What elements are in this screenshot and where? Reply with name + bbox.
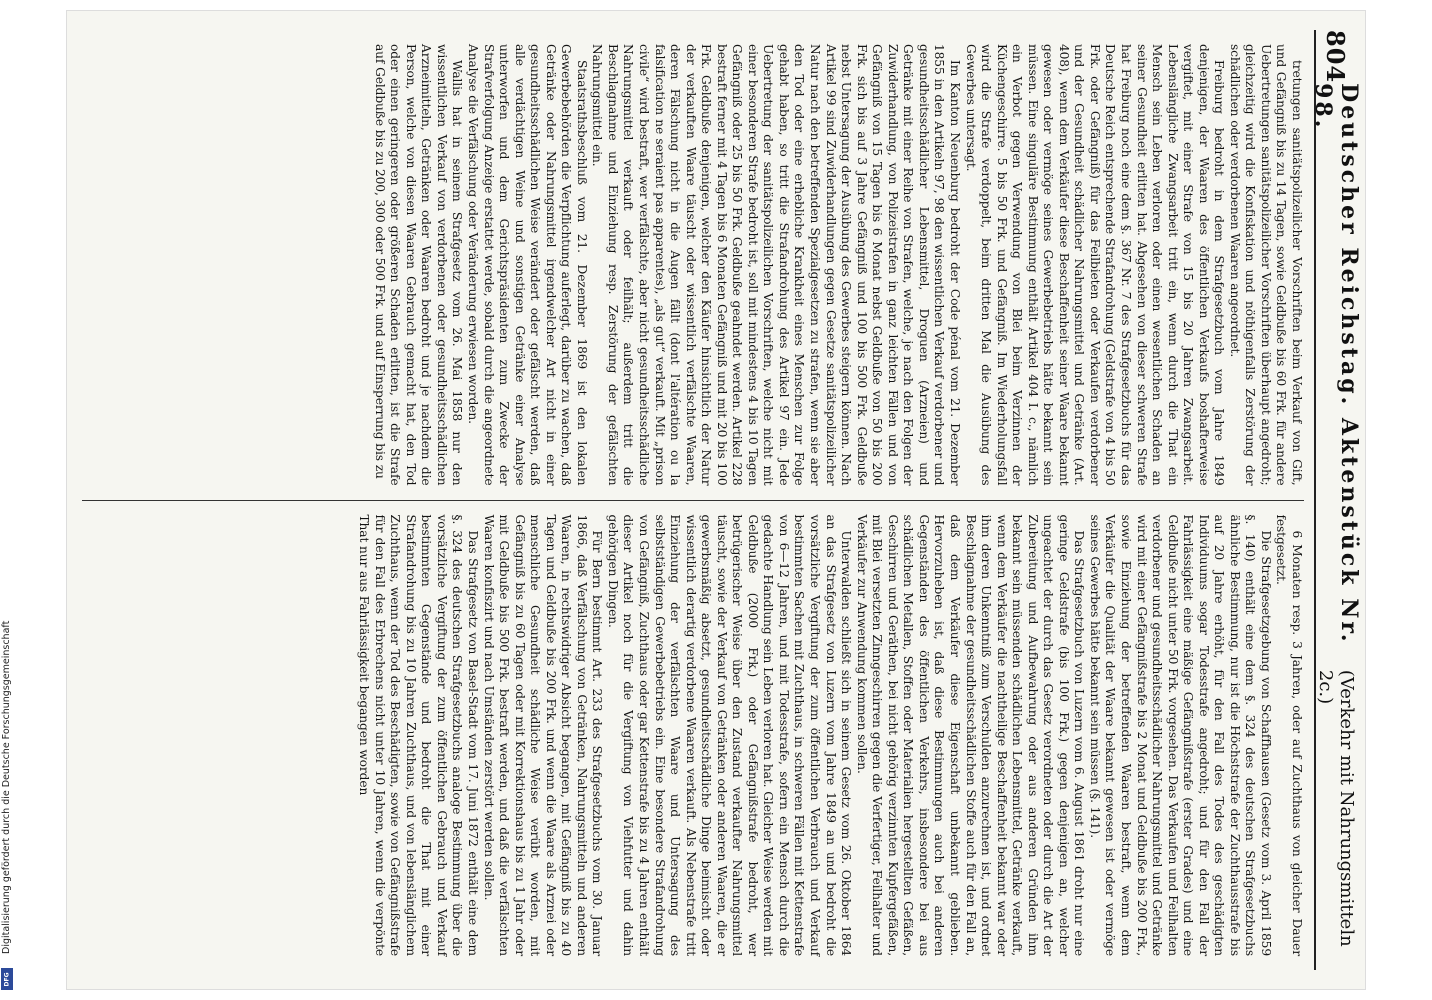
credit-text: Digitalisierung gefördert durch die Deutsche Forschungsgemeinschaft — [1, 620, 12, 954]
dfg-logo-text: DFG — [3, 971, 11, 987]
section-title: (Verkehr mit Nahrungsmitteln 2c.) — [1315, 669, 1357, 947]
text-columns — [82, 30, 1304, 970]
dfg-logo — [1, 968, 13, 990]
page-header — [1310, 30, 1362, 970]
paragraph: Das Strafgesetzbuch von Luzern vom 6. August 1861 droht nur eine geringe Geldstrafe (bis 100 Frk.) gegen denjenigen an, welcher ungeachtet der durch das Gesetz verordneten oder durch die Art der Zubereitung und Aufbewahrung oder aus anderen Gründen ihm bekannt sein müssenden schädlichen Lebensmittel, Getränke verkauft, wenn dem Verkäufer die nachtheilige Beschaffenheit bekannt war oder ihm deren Unkenntniß zum Verschulden anzurechnen ist, und ordnet Beschlagnahme der gesundheitsschädlichen Stoffe auch für den Fall an, daß dem Verkäufer diese Eigenschaft unbekannt geblieben. Hervorzuheben ist, daß diese Bestimmungen auch bei anderen Gegenständen des öffentlichen Verkehrs, insbesondere bei aus schädlichen Metallen, Stoffen oder Materialien hergestellten Gefäßen, Geschirren und Geräthen, bei nicht gehörig verzinnten Kupfergefäßen, mit Blei versetzten Zinngeschirren gegen die Verfertiger, Feilhalter und Verkäufer zur Anwendung kommen sollen. — [854, 514, 1087, 956]
paragraph: Staatsrathsbeschluß vom 21. Dezember 1869 ist den lokalen Gewerbebehörden die Verpflichtung auferlegt, darüber zu wachen, daß Getränke oder Nahrungsmittel irgendwelcher Art nicht in einer gesundheitsschädlichen Weise verändert oder gefälscht werden, daß alle verdächtigen Weine und sonstigen Getränke einer Analyse unterworfen und dem Gerichtspräsidenten zum Zwecke der Strafverfolgung Anzeige erstattet werde, sobald durch die angeordnete Analyse die Verfälschung oder Veränderung erwiesen worden. — [466, 44, 589, 486]
paragraph: 6 Monaten resp. 3 Jahren, oder auf Zuchthaus von gleicher Dauer festgesetzt. — [1274, 514, 1304, 956]
page-number: 804 — [1321, 30, 1351, 84]
paragraph: Wallis hat in seinem Strafgesetz vom 26. Mai 1858 nur den wissentlichen Verkauf von verdorbenen oder gesundheitsschädlichen Arzneimitteln, Getränken oder Waaren bedroht und je nachdem die Person, welche von diesen Waaren Gebrauch gemacht hat, den Tod oder einen geringeren oder größeren Schaden erlitten, ist die Strafe auf Geldbuße bis zu 200, 300 oder 500 Frk. und auf Einsperrung bis zu — [372, 44, 465, 486]
document-page — [66, 10, 1366, 990]
paragraph: Freiburg bedroht in dem Strafgesetzbuch vom Jahre 1849 denjenigen, der Waaren des öffentlichen Verkaufs boshafterweise vergiftet, mit einer Strafe von 15 bis 20 Jahren Zwangsarbeit. Lebenslängliche Zwangsarbeit tritt ein, wenn durch die That ein Mensch sein Leben verloren oder einen wesentlichen Schaden an seiner Gesundheit erlitten hat. Abgesehen von dieser schweren Strafe hat Freiburg noch eine dem §. 367 Nr. 7 des Strafgesetzbuchs für das Deutsche Reich entsprechende Strafandrohung (Geldstrafe von 4 bis 50 Frk. oder Gefängniß) für das Feilbieten oder Verkaufen verdorbener und der Gesundheit schädlicher Nahrungsmittel und Getränke (Art. 408), wenn dem Verkäufer diese Beschaffenheit seiner Waare bekannt gewesen oder vermöge seines Gewerbebetriebs hätte bekannt sein müssen. Eine singuläre Bestimmung enthält Artikel 404 I. c., nämlich ein Verbot gegen Verwendung von Blei beim Verzinnen der Küchengeschirre. 5 bis 50 Frk. und Gefängniß. Im Wiederholungsfall wird die Strafe verdoppelt, beim dritten Mal die Ausübung des Gewerbes untersagt. — [963, 44, 1227, 486]
left-column — [82, 30, 1304, 500]
running-title: Deutscher Reichstag. Aktenstück Nr. 98. — [1310, 83, 1362, 645]
paragraph: tretungen sanitätspolizeilicher Vorschriften beim Verkauf von Gift, und Gefängniß bis zu 14 Tagen, sowie Geldbuße bis 60 Frk. für andere Uebertretungen sanitätspolizeilicher Vorschriften überhaupt angedroht; gleichzeitig wird die Konfiskation und nöthigenfalls Zerstörung der schädlichen oder verdorbenen Waaren angeordnet. — [1227, 44, 1304, 486]
right-column — [82, 500, 1304, 971]
paragraph: Im Kanton Neuenburg bedroht der Code pénal vom 21. Dezember 1855 in den Artikeln 97, 98 den wissentlichen Verkauf verdorbener und gesundheitsschädlicher Lebensmittel, Droguen (Arzneien) und Getränke mit einer Reihe von Strafen, welche, je nach den Folgen der Zuwiderhandlung, von Polizeistrafen in ganz leichten Fällen und von Gefängniß von 15 Tagen bis 6 Monat nebst Geldbuße von 50 bis 200 Frk. sich bis auf 3 Jahre Gefängniß und 100 bis 500 Frk. Geldbuße nebst Untersagung der Ausübung des Gewerbes steigern können. Nach Artikel 99 sind Zuwiderhandlungen gegen Gesetze sanitätspolizeilicher Natur nach den betreffenden Spezialgesetzen zu strafen, wenn sie aber den Tod oder eine erhebliche Krankheit eines Menschen zur Folge gehabt haben, so tritt die Strafandrohung des Artikel 97 ein. Jede Uebertretung der sanitätspolizeilichen Vorschriften, welche nicht mit einer besonderen Strafe bedroht ist, soll mit mindestens 4 bis 10 Tagen Gefängniß oder 25 bis 50 Frk. Geldbuße geahndet werden. Artikel 228 bestraft ferner mit 4 Tagen bis 6 Monaten Gefängniß und mit 20 bis 100 Frk. Geldbuße denjenigen, welcher den Käufer hinsichtlich der Natur der verkauften Waare täuscht oder wissentlich verfälschte Waaren, deren Fälschung nicht in die Augen fällt (dont l'altération ou la falsification ne seraient pas apparentes), „als gut“ verkauft. Mit „prison civile“ wird bestraft, wer verfälschte, aber nicht gesundheitsschädliche Nahrungsmittel verkauft oder feilhält; außerdem tritt die Beschlagnahme und Einziehung resp. Zerstörung der gefälschten Nahrungsmittel ein. — [590, 44, 962, 486]
paragraph: Unterwalden schließt sich in seinem Gesetz vom 26. Oktober 1864 an das Strafgesetz von Luzern vom Jahre 1849 an und bedroht die vorsätzliche Vergiftung der zum öffentlichen Verbrauch und Verkauf bestimmten Sachen mit Zuchthaus, in schweren Fällen mit Kettenstrafe von 6—12 Jahren, und mit Todesstrafe, sofern ein Mensch durch die gedachte Handlung sein Leben verloren hat. Gleicher Weise werden mit Geldbuße (2000 Frk.) oder Gefängnißstrafe bedroht, wer betrügerischer Weise über den Zustand verkaufter Nahrungsmittel täuscht, sowie der Verkauf von Getränken oder anderen Waaren, die er gewerbsmäßig absetzt, gesundheitsschädliche Dinge beimischt oder wissentlich derartig verdorbene Waaren verkauft. Als Nebenstrafe tritt Einziehung der verfälschten Waare und Untersagung des selbstständigen Gewerbebetriebs ein. Eine besondere Strafandrohung von Gefängniß, Zuchthaus oder gar Kettenstrafe bis zu 4 Jahren enthält dieser Artikel noch für die Vergiftung von Viehfutter und dahin gehörigen Dingen. — [605, 514, 854, 956]
paragraph: Die Strafgesetzgebung von Schaffhausen (Gesetz vom 3. April 1859 §. 140) enthält eine dem §. 324 des deutschen Strafgesetzbuchs ähnliche Bestimmung, nur ist die Höchststrafe der Zuchthausstrafe bis auf 20 Jahre erhöht, für den Fall des Todes des geschädigten Individuums sogar Todesstrafe angedroht; und für den Fall der Fahrlässigkeit eine mäßige Gefängnißstrafe (erster Grades) und eine Geldbuße nicht unter 50 Frk. vorgesehen. Das Verkaufen und Feilhalten verdorbener und gesundheitsschädlicher Nahrungsmittel und Getränke wird mit einer Gefängnißstrafe bis 2 Monat und Geldbuße bis 200 Frk., sowie Einziehung der betreffenden Waaren bestraft, wenn dem Verkäufer die Qualität der Waare bekannt gewesen ist oder vermöge seines Gewerbes hätte bekannt sein müssen (§. 141). — [1087, 514, 1273, 956]
paragraph: Das Strafgesetz von Basel-Stadt vom 17. Juni 1872 enthält eine dem §. 324 des deutschen Strafgesetzbuchs analoge Bestimmung über die vorsätzliche Vergiftung der zum öffentlichen Gebrauch und Verkauf bestimmten Gegenstände und bedroht die That mit einer Strafandrohung bis zu 10 Jahren Zuchthaus, und von lebenslänglichem Zuchthaus, wenn der Tod des Beschädigten, sowie von Gefängnißstrafe für den Fall des Erbrechens nicht unter 10 Jahren, wenn die verpönte That nur aus Fahrlässigkeit begangen worden — [357, 514, 481, 956]
paragraph: Für Bern bestimmt Art. 233 des Strafgesetzbuchs vom 30. Januar 1866, daß Verfälschung von Getränken, Nahrungsmitteln und anderen Waaren, in rechtswidriger Absicht begangen, mit Gefängniß bis zu 40 Tagen und Geldbuße bis 200 Frk. und wenn die Waare als Arznei oder menschliche Gesundheit schädliche Weise verübt worden, mit Gefängniß bis zu 60 Tagen oder mit Korrektionshaus bis zu 1 Jahr oder mit Geldbuße bis 500 Frk. bestraft werden, und daß die verfälschten Waaren konfiszirt und nach Umständen zerstört werden sollen. — [481, 514, 605, 956]
digitization-credit — [0, 14, 14, 954]
